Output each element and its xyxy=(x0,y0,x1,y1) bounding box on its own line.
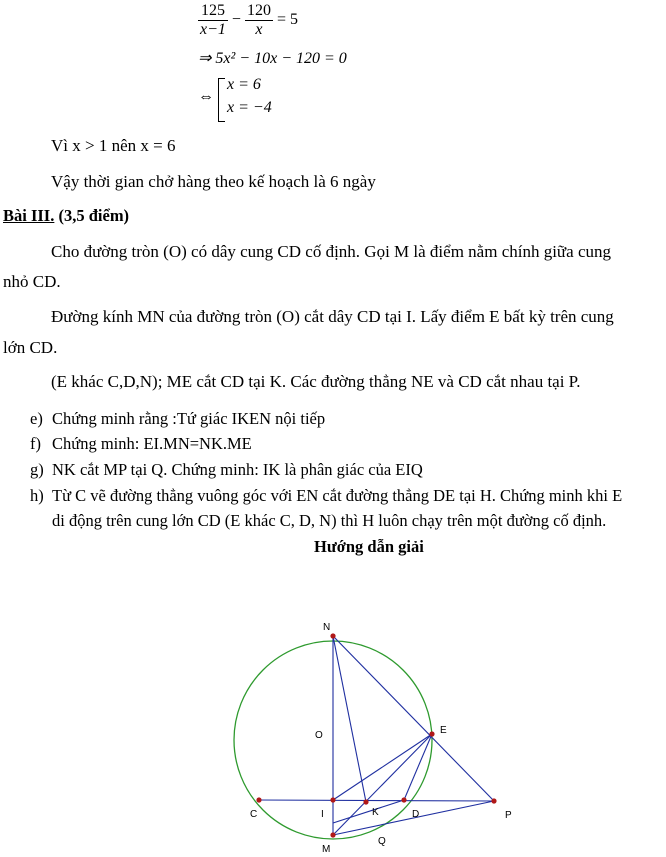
label-o: O xyxy=(315,730,323,741)
label-k: K xyxy=(372,807,379,818)
figure-lines xyxy=(259,636,494,835)
point-m xyxy=(330,832,335,837)
problem-paragraph-1-line-1: Cho đường tròn (O) có dây cung CD cố định. Gọi M là điểm nằm chính giữa cung xyxy=(51,242,611,261)
point-d xyxy=(401,797,406,802)
root-1: x = 6 xyxy=(227,76,261,93)
problem-title: Bài III. xyxy=(3,206,55,225)
problem-paragraph-3: (E khác C,D,N); ME cắt CD tại K. Các đường thẳng NE và CD cắt nhau tại P. xyxy=(51,372,581,391)
list-item-f: f) Chứng minh: EI.MN=NK.ME xyxy=(30,434,252,453)
point-k xyxy=(363,799,368,804)
label-i: I xyxy=(321,809,324,820)
label-d: D xyxy=(412,809,420,820)
problem-points: (3,5 điểm) xyxy=(54,206,130,225)
problem-paragraph-1-line-2: nhỏ CD. xyxy=(3,272,61,291)
line-ie xyxy=(333,734,432,800)
figure-labels xyxy=(250,622,512,855)
label-n: N xyxy=(323,622,331,633)
point-n xyxy=(330,633,335,638)
line-nk xyxy=(333,636,366,802)
point-c xyxy=(256,797,261,802)
point-p xyxy=(491,798,496,803)
equation-rhs: = 5 xyxy=(276,11,298,29)
point-e xyxy=(429,731,434,736)
root-2: x = −4 xyxy=(227,99,272,116)
minus-sign: − xyxy=(231,11,241,29)
label-c: C xyxy=(250,809,258,820)
label-q: Q xyxy=(378,836,386,847)
list-item-e: e) Chứng minh rằng :Tứ giác IKEN nội tiếp xyxy=(30,409,326,428)
fraction-120: $\frac{120}{x}$ xyxy=(246,2,271,38)
point-i xyxy=(330,797,335,802)
list-item-g: g) NK cắt MP tại Q. Chứng minh: IK là phân giác của EIQ xyxy=(30,460,423,479)
list-item-h: h) Từ C vẽ đường thẳng vuông góc với EN cắt đường thẳng DE tại H. Chứng minh khi E xyxy=(30,486,623,505)
label-m: M xyxy=(322,844,331,855)
label-e: E xyxy=(440,725,447,736)
line-cdp xyxy=(259,800,494,801)
line-iq xyxy=(333,800,404,823)
problem-paragraph-2-line-1: Đường kính MN của đường tròn (O) cắt dây CD tại I. Lấy điểm E bất kỳ trên cung xyxy=(51,307,614,326)
fraction-125: $\frac{125}{x-1}$ xyxy=(200,2,226,38)
guide-heading: Hướng dẫn giải xyxy=(314,537,424,556)
problem-paragraph-2-line-2: lớn CD. xyxy=(3,338,58,357)
iff-symbol: ⇔ xyxy=(198,88,214,105)
conclusion-statement: Vậy thời gian chở hàng theo kế hoạch là 6 ngày xyxy=(51,172,376,191)
label-p: P xyxy=(505,810,512,821)
equation-quadratic: ⇒ 5x² − 10x − 120 = 0 xyxy=(198,50,347,67)
list-item-h-continued: di động trên cung lớn CD (E khác C, D, N) thì H luôn chạy trên một đường cố định. xyxy=(52,511,607,530)
since-statement: Vì x > 1 nên x = 6 xyxy=(51,136,176,155)
